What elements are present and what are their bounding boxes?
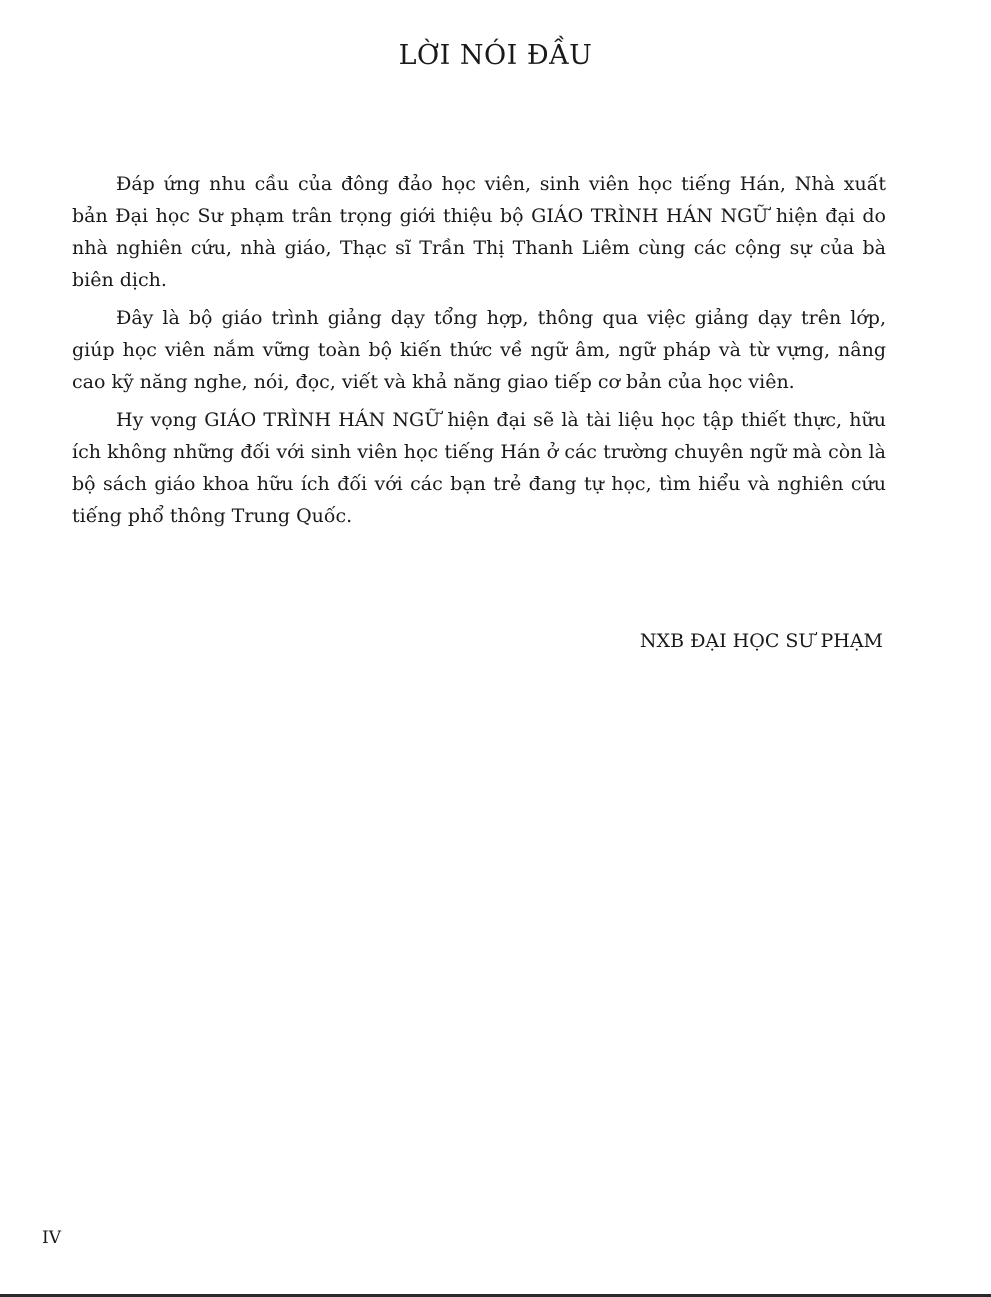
- page-title: LỜI NÓI ĐẦU: [398, 40, 593, 71]
- page-number: IV: [42, 1228, 61, 1248]
- paragraph-3: Hy vọng GIÁO TRÌNH HÁN NGỮ hiện đại sẽ là tài liệu học tập thiết thực, hữu ích không những đối với sinh viên học tiếng Hán ở các trường chuyên ngữ mà còn là bộ sách giáo khoa hữu ích đối với các bạn trẻ đang tự học, tìm hiểu và nghiên cứu tiếng phổ thông Trung Quốc.: [72, 409, 886, 527]
- body-text: [72, 168, 886, 538]
- paragraph-1: Đáp ứng nhu cầu của đông đảo học viên, sinh viên học tiếng Hán, Nhà xuất bản Đại học Sư phạm trân trọng giới thiệu bộ GIÁO TRÌNH HÁN NGỮ hiện đại do nhà nghiên cứu, nhà giáo, Thạc sĩ Trần Thị Thanh Liêm cùng các cộng sự của bà biên dịch.: [72, 173, 886, 291]
- paragraph-2: Đây là bộ giáo trình giảng dạy tổng hợp, thông qua việc giảng dạy trên lớp, giúp học viên nắm vững toàn bộ kiến thức về ngữ âm, ngữ pháp và từ vựng, nâng cao kỹ năng nghe, nói, đọc, viết và khả năng giao tiếp cơ bản của học viên.: [72, 307, 886, 393]
- publisher-signature: NXB ĐẠI HỌC SƯ PHẠM: [639, 630, 883, 652]
